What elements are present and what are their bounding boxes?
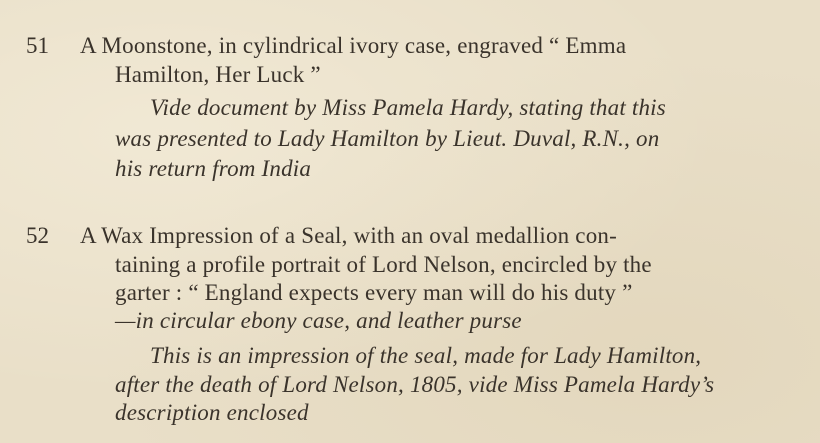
lot-note-line: his return from India bbox=[115, 156, 312, 181]
lot-note-line: after the death of Lord Nelson, 1805, vide Miss Pamela Hardy’s bbox=[115, 372, 715, 397]
lot-description-line: Hamilton, Her Luck ” bbox=[115, 62, 321, 87]
lot-note-line: description enclosed bbox=[115, 400, 309, 425]
lot-description-line: taining a profile portrait of Lord Nelson, encircled by the bbox=[115, 252, 652, 277]
lot-description-line: A Moonstone, in cylindrical ivory case, engraved “ Emma bbox=[80, 33, 627, 58]
lot-description-line: A Wax Impression of a Seal, with an oval medallion con- bbox=[80, 223, 617, 248]
lot-number: 52 bbox=[26, 223, 49, 248]
lot-note-line: This is an impression of the seal, made for Lady Hamilton, bbox=[150, 343, 702, 368]
lot-description-line: garter : “ England expects every man will do his duty ” bbox=[115, 280, 633, 305]
lot-note-line: was presented to Lady Hamilton by Lieut. Duval, R.N., on bbox=[115, 126, 660, 151]
lot-number: 51 bbox=[26, 33, 49, 58]
lot-description-line: —in circular ebony case, and leather purse bbox=[115, 308, 522, 333]
lot-note-line: Vide document by Miss Pamela Hardy, stating that this bbox=[150, 95, 666, 120]
